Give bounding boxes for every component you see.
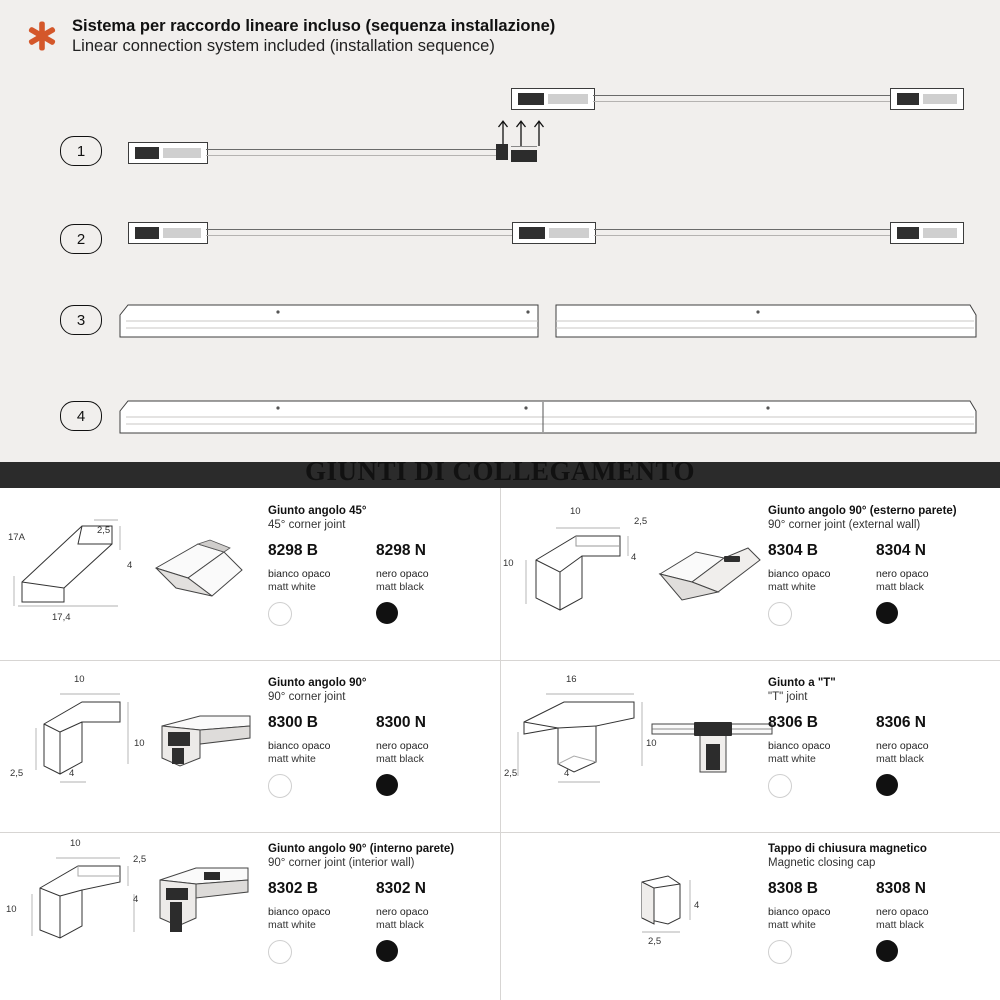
dim-10-d: 10	[134, 738, 145, 749]
product-finishes-8304	[768, 568, 1000, 594]
swatch-white[interactable]	[268, 602, 292, 626]
product-cell-8302[interactable]	[0, 832, 500, 1000]
product-title-8304	[768, 504, 1000, 532]
finish-en-white: matt white	[768, 581, 816, 593]
product-title-8300	[268, 676, 500, 704]
dim-16: 16	[566, 674, 577, 685]
product-title-en: 90° corner joint (external wall)	[768, 519, 921, 531]
product-title-8308	[768, 842, 1000, 870]
dim-10-a: 10	[570, 506, 581, 517]
finish-en-white: matt white	[768, 919, 816, 931]
product-render-8298	[150, 526, 260, 616]
finish-en-black: matt black	[876, 919, 924, 931]
installation-sequence-section	[0, 0, 1000, 462]
section-banner-title: GIUNTI DI COLLEGAMENTO	[304, 456, 696, 486]
finish-en-black: matt black	[376, 753, 424, 765]
assembly-arrows-icon	[495, 112, 549, 148]
finish-it-black: nero opaco	[876, 568, 929, 580]
step-badge-1: 1	[60, 136, 102, 166]
product-title-it: Giunto angolo 90° (esterno parete)	[768, 505, 957, 517]
dim-4-d: 4	[564, 768, 570, 779]
dim-2-5: 2,5	[97, 525, 111, 536]
product-cell-8306[interactable]	[500, 660, 1000, 832]
product-cell-8298[interactable]	[0, 488, 500, 660]
product-render-8302	[152, 854, 262, 950]
finish-en-white: matt white	[268, 753, 316, 765]
product-codes-8300	[268, 714, 500, 732]
finish-en-black: matt black	[376, 581, 424, 593]
product-title-8306	[768, 676, 1000, 704]
dim-10-e: 10	[646, 738, 657, 749]
product-swatches-8298	[268, 602, 498, 626]
rail-left-end	[128, 142, 208, 164]
dim-4-b: 4	[631, 552, 637, 563]
section-title	[72, 16, 555, 56]
dim-17-4: 17,4	[52, 612, 71, 623]
product-title-it: Giunto a "T"	[768, 677, 836, 689]
section-title-it: Sistema per raccordo lineare incluso (sequenza installazione)	[72, 17, 556, 35]
product-code-black: 8300 N	[376, 714, 426, 731]
rail-right-end-2	[890, 222, 964, 244]
rail-middle-joint-2	[512, 222, 596, 244]
product-title-it: Giunto angolo 90° (interno parete)	[268, 843, 455, 855]
finish-en-white: matt white	[268, 919, 316, 931]
swatch-white[interactable]	[268, 940, 292, 964]
dim-2-5-b: 2,5	[634, 516, 648, 527]
dim-2-5-f: 2,5	[648, 936, 662, 947]
swatch-black[interactable]	[876, 774, 898, 796]
swatch-black[interactable]	[376, 774, 398, 796]
product-code-white: 8304 B	[768, 542, 818, 559]
product-codes-8302	[268, 880, 500, 898]
product-codes-8308	[768, 880, 1000, 898]
dim-4: 4	[127, 560, 133, 571]
finish-it-white: bianco opaco	[768, 568, 831, 580]
product-render-8306	[648, 698, 778, 788]
product-finishes-8306	[768, 740, 1000, 766]
finish-it-white: bianco opaco	[268, 740, 331, 752]
step-badge-4: 4	[60, 401, 102, 431]
product-swatches-8302	[268, 940, 500, 964]
rail-right-end	[890, 88, 964, 110]
finish-en-white: matt white	[768, 753, 816, 765]
dim-4-f: 4	[694, 900, 700, 911]
product-title-it: Giunto angolo 45°	[268, 505, 367, 517]
finish-it-black: nero opaco	[376, 740, 429, 752]
dim-10-g: 10	[6, 904, 17, 915]
rail-connector-block	[511, 88, 595, 110]
product-title-8302	[268, 842, 500, 870]
finish-it-white: bianco opaco	[768, 740, 831, 752]
finish-en-black: matt black	[876, 753, 924, 765]
product-finishes-8302	[268, 906, 500, 932]
product-render-8304	[652, 530, 772, 610]
finish-it-white: bianco opaco	[268, 906, 331, 918]
product-code-white: 8298 B	[268, 542, 318, 559]
product-title-it: Giunto angolo 90°	[268, 677, 367, 689]
product-code-white: 8306 B	[768, 714, 818, 731]
swatch-white[interactable]	[768, 940, 792, 964]
product-code-black: 8306 N	[876, 714, 926, 731]
product-title-it: Tappo di chiusura magnetico	[768, 843, 927, 855]
dim-4-c: 4	[69, 768, 75, 779]
swatch-white[interactable]	[768, 774, 792, 798]
product-swatches-8304	[768, 602, 1000, 626]
finish-en-white: matt white	[268, 581, 316, 593]
swatch-black[interactable]	[876, 602, 898, 624]
section-header	[26, 16, 555, 56]
finish-it-white: bianco opaco	[768, 906, 831, 918]
product-render-8300	[152, 696, 262, 786]
dim-2-5-d: 2,5	[504, 768, 518, 779]
product-finishes-8300	[268, 740, 500, 766]
finish-it-black: nero opaco	[876, 906, 929, 918]
product-cell-8304[interactable]	[500, 488, 1000, 660]
product-finishes-8298	[268, 568, 498, 594]
dim-10-f: 10	[70, 838, 81, 849]
product-cell-8308[interactable]	[500, 832, 1000, 1000]
product-swatches-8306	[768, 774, 1000, 798]
finish-it-black: nero opaco	[376, 568, 429, 580]
finish-it-black: nero opaco	[876, 740, 929, 752]
dim-2-5-c: 2,5	[10, 768, 24, 779]
dim-4-e: 4	[133, 894, 139, 905]
product-finishes-8308	[768, 906, 1000, 932]
product-swatches-8300	[268, 774, 500, 798]
finish-it-black: nero opaco	[376, 906, 429, 918]
finish-en-black: matt black	[876, 581, 924, 593]
swatch-white[interactable]	[268, 774, 292, 798]
product-codes-8306	[768, 714, 1000, 732]
dim-17a: 17A	[8, 532, 25, 543]
asterisk-icon	[26, 20, 58, 52]
step-badge-3: 3	[60, 305, 102, 335]
swatch-black[interactable]	[876, 940, 898, 962]
product-code-black: 8302 N	[376, 880, 426, 897]
dim-2-5-e: 2,5	[133, 854, 147, 865]
finish-en-black: matt black	[376, 919, 424, 931]
product-codes-8298	[268, 542, 498, 560]
product-title-en: 90° corner joint (interior wall)	[268, 857, 415, 869]
product-codes-8304	[768, 542, 1000, 560]
joints-grid	[0, 488, 1000, 1000]
product-title-en: "T" joint	[768, 691, 808, 703]
dim-10-c: 10	[74, 674, 85, 685]
product-code-white: 8308 B	[768, 880, 818, 897]
swatch-black[interactable]	[376, 602, 398, 624]
step-badge-2: 2	[60, 224, 102, 254]
product-code-black: 8308 N	[876, 880, 926, 897]
product-title-en: 45° corner joint	[268, 519, 346, 531]
dim-10-b: 10	[503, 558, 514, 569]
product-title-8298	[268, 504, 498, 532]
product-swatches-8308	[768, 940, 1000, 964]
finish-it-white: bianco opaco	[268, 568, 331, 580]
section-title-en: Linear connection system included (installation sequence)	[72, 37, 495, 55]
product-code-white: 8300 B	[268, 714, 318, 731]
swatch-black[interactable]	[376, 940, 398, 962]
rail-left-end-2	[128, 222, 208, 244]
swatch-white[interactable]	[768, 602, 792, 626]
product-code-black: 8304 N	[876, 542, 926, 559]
product-title-en: 90° corner joint	[268, 691, 346, 703]
product-code-white: 8302 B	[268, 880, 318, 897]
product-title-en: Magnetic closing cap	[768, 857, 876, 869]
product-cell-8300[interactable]	[0, 660, 500, 832]
connector-piece	[511, 150, 537, 162]
product-code-black: 8298 N	[376, 542, 426, 559]
